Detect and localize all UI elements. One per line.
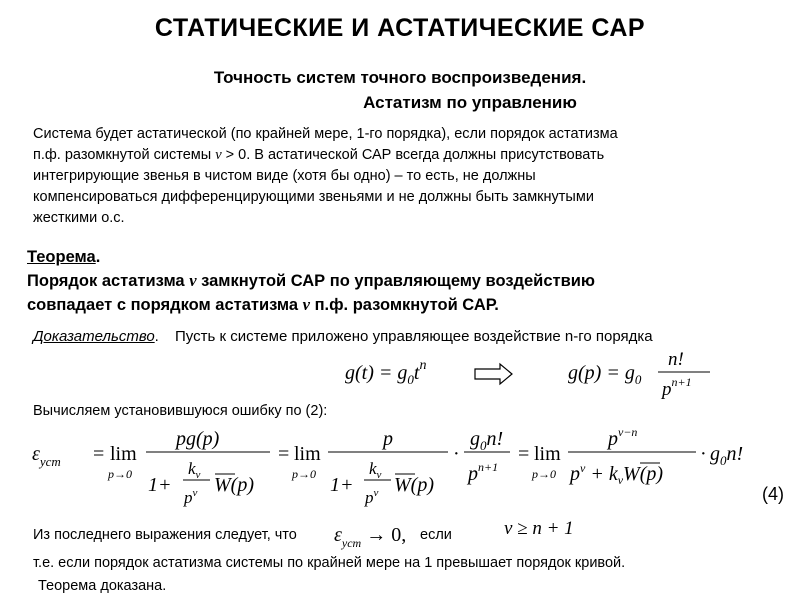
conclusion-if: если [420,527,452,543]
input-time-domain: $g(t) = g_0t^n$ [345,358,427,387]
page-title: СТАТИЧЕСКИЕ И АСТАТИЧЕСКИЕ САР [154,14,646,42]
svg-text:pν + kνW(p): $p^\nu + k_\nu W(p)$ [570,461,664,487]
theorem-block [27,246,797,317]
svg-text:·: · [453,443,460,465]
svg-text:pn+1: $p^{n+1}$ [468,460,499,485]
theorem-line-1: Порядок астатизма ν замкнутой САР по управляющему воздействию [27,271,595,290]
svg-text:1+: 1+ [148,474,172,496]
conclusion-prefix: Из последнего выражения следует, что [33,527,297,543]
svg-text:p→0: p→0 [108,467,132,481]
conclusion-line-2: т.е. если порядок астатизма системы по крайней мере на 1 превышает порядок кривой. [33,555,626,571]
proof-line: Доказательство. Пусть к системе приложено управляющее воздействие n-го порядка [33,328,653,345]
nu-symbol: ν [302,295,310,314]
intro-line-5: жесткими о.с. [33,210,125,226]
svg-text:pg(p): pg(p) [176,428,220,450]
svg-text:pν−n: $p^{\nu-n}$ [608,425,638,450]
svg-text:lim: lim [110,443,137,465]
svg-text:g0n!: $g_0n$! [710,443,744,468]
svg-text:1+: 1+ [330,474,354,496]
proof-label: Доказательство [33,328,155,345]
svg-text:εуст: $\varepsilon_{уст}$ [32,443,61,469]
intro-paragraph [33,124,793,229]
svg-text:ν ≥ n + 1: ν ≥ n + 1 [504,518,574,539]
input-formulas [330,345,750,405]
svg-text:lim: lim [534,443,561,465]
subtitle-line-1: Точность систем точного воспроизведения. [213,68,587,87]
svg-text:=: = [518,443,530,465]
svg-text:=: = [93,443,105,465]
svg-text:p→0: p→0 [292,467,316,481]
svg-text:kν: $k_\nu$ [188,459,201,481]
nu-symbol: ν [215,147,222,163]
intro-line-2: п.ф. разомкнутой системы ν > 0. В астатической САР всегда должны присутствовать [33,147,605,163]
svg-text:kν: $k_\nu$ [369,459,382,481]
theorem-line-2: совпадает с порядком астатизма ν п.ф. разомкнутой САР. [27,295,499,314]
intro-line-4: компенсироваться дифференцирующими звеньями и не должны быть замкнутыми [33,189,594,205]
svg-text:g0n!: $g_0n$! [470,428,504,453]
svg-text:n!: n! [668,349,684,370]
nu-symbol: ν [189,271,197,290]
right-arrow-icon [475,364,512,384]
svg-text:W(p): W(p) [394,474,434,496]
svg-text:pν: $p^\nu$ [365,487,379,507]
svg-text:p: p [383,428,393,450]
svg-text:εуст → 0,: $\varepsilon_{уст} \to 0$, [334,524,407,550]
theorem-heading: Теорема. [27,248,101,266]
equation-number: (4) [762,484,784,504]
svg-text:p→0: p→0 [532,467,556,481]
error-equation [28,418,798,518]
subtitle-line-2: Астатизм по управлению [363,93,577,112]
input-laplace: $g(p) = g_0$ [568,362,642,387]
intro-line-3: интегрирующие звенья в чистом виде (хотя бы одно) – то есть, не должны [33,168,536,184]
conclusion-limit [330,515,420,553]
proof-text: Пусть к системе приложено управляющее воздействие n-го порядка [175,328,653,345]
svg-text:·: · [700,443,707,465]
compute-text: Вычисляем установившуюся ошибку по (2): [33,403,328,419]
intro-line-1: Система будет астатической (по крайней мере, 1-го порядка), если порядок астатизма [33,126,618,142]
svg-text:pn+1: $p^{n+1}$ [662,375,692,400]
svg-text:W(p): W(p) [214,474,254,496]
svg-text:lim: lim [294,443,321,465]
conclusion-line-3: Теорема доказана. [38,578,167,594]
svg-text:=: = [278,443,290,465]
svg-text:pν: $p^\nu$ [184,487,198,507]
conclusion-condition [500,512,610,542]
